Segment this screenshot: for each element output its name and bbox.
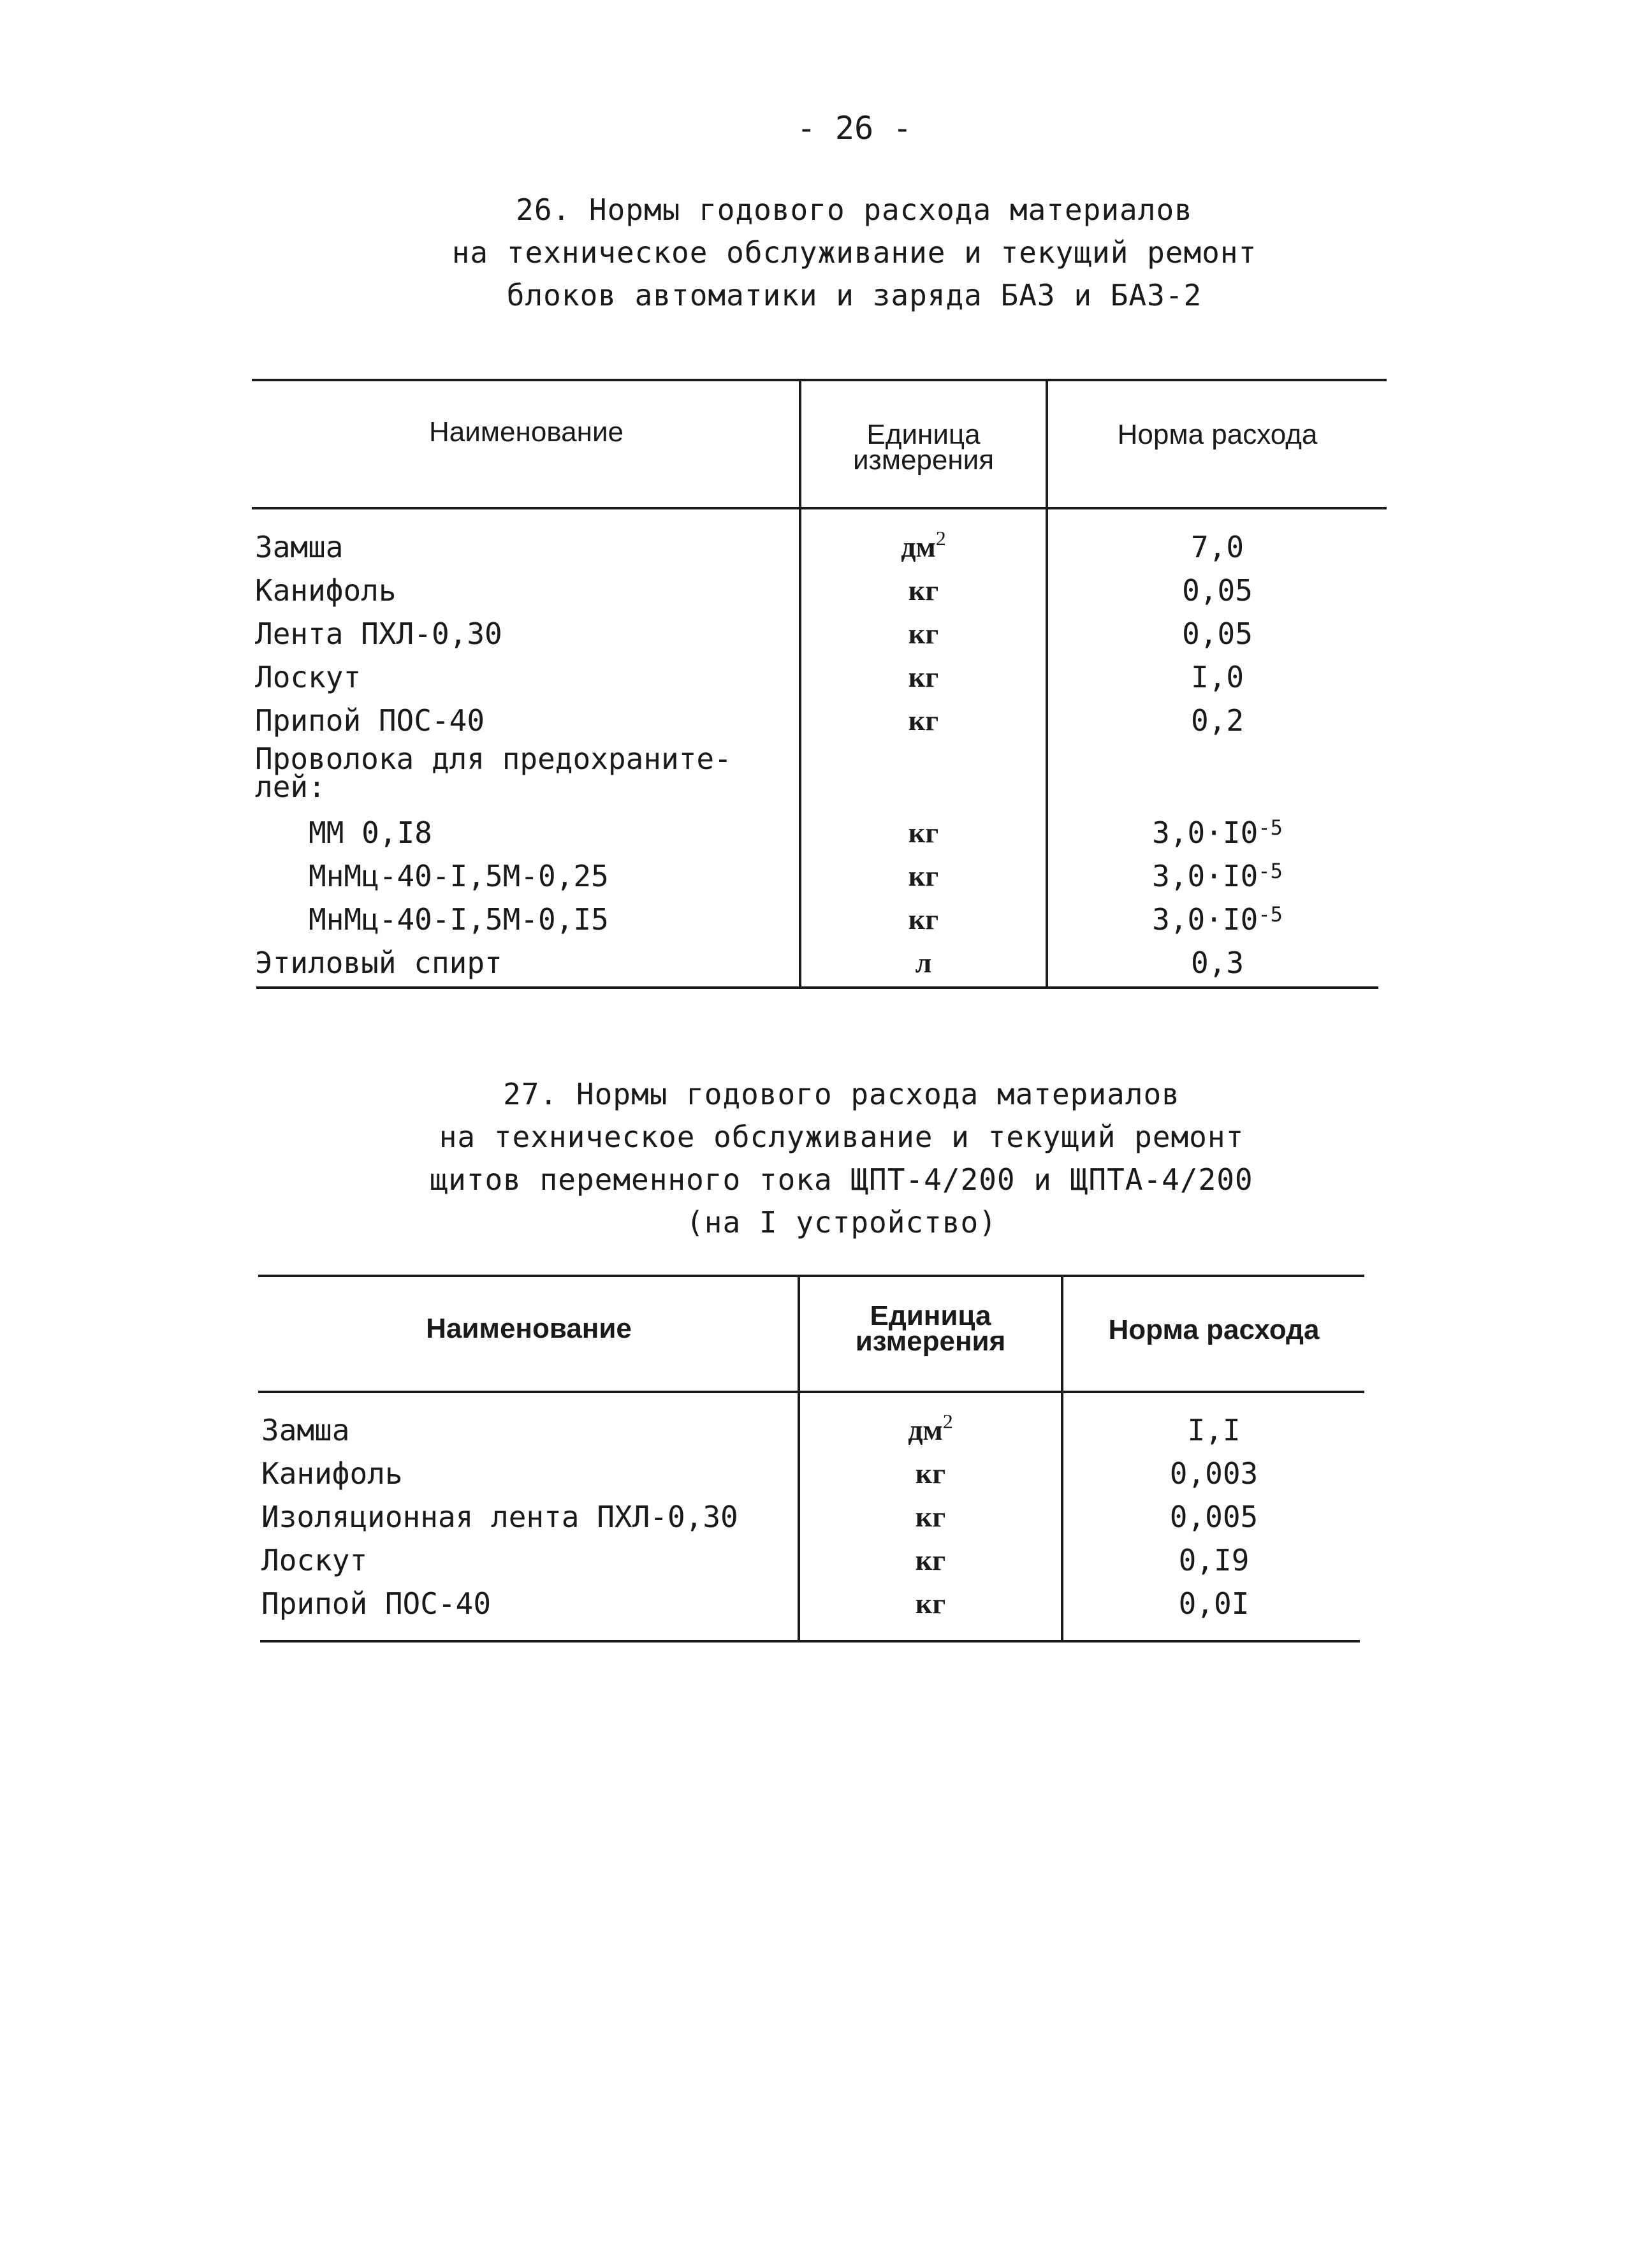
row-unit-superscript: 2 [935, 527, 946, 550]
table-26-top-rule [252, 379, 1387, 381]
row-unit-text: дм [908, 1414, 943, 1446]
row-value-text: 0,05 [1182, 573, 1253, 608]
row-unit-text: кг [908, 704, 939, 736]
header-norm: Норма расхода [1117, 419, 1318, 450]
row-value-text: 0,005 [1169, 1500, 1259, 1534]
row-unit-text: кг [908, 816, 939, 849]
table-27-bottom-rule [260, 1640, 1360, 1642]
row-unit [800, 1542, 1061, 1578]
row-unit-text: кг [908, 903, 939, 935]
table-27-header-rule [258, 1391, 1364, 1393]
header-unit-line: измерения [855, 1326, 1006, 1357]
row-name: Изоляционная лента ПХЛ-0,30 [261, 1500, 738, 1534]
row-value-superscript: -5 [1258, 859, 1283, 883]
row-unit-text: кг [915, 1500, 946, 1533]
header-name: Наименование [428, 416, 624, 448]
table-26-header-rule [252, 507, 1387, 509]
row-value [1048, 858, 1387, 894]
row-value [1048, 659, 1387, 695]
row-value-text: 0,0I [1178, 1586, 1250, 1621]
row-value-text: 0,003 [1169, 1456, 1259, 1491]
row-unit-text: кг [908, 860, 939, 892]
row-name: Этиловый спирт [255, 946, 502, 980]
row-value [1063, 1586, 1364, 1621]
row-value-text: 3,0·I0 [1152, 859, 1259, 893]
row-unit [801, 659, 1046, 695]
row-unit-text: кг [915, 1587, 946, 1620]
row-unit [801, 573, 1046, 608]
row-value-text: 0,I9 [1178, 1543, 1250, 1577]
row-value [1048, 815, 1387, 851]
row-value-superscript: -5 [1258, 902, 1283, 926]
row-name: ММ 0,I8 [309, 816, 432, 850]
row-unit-text: кг [908, 574, 939, 606]
row-unit [801, 902, 1046, 937]
row-name: Канифоль [261, 1456, 403, 1491]
row-unit [801, 815, 1046, 851]
row-value [1063, 1542, 1364, 1578]
row-unit [800, 1412, 1061, 1448]
row-unit [801, 616, 1046, 652]
row-unit-text: кг [915, 1457, 946, 1489]
header-unit-line: Единица [870, 1300, 991, 1331]
header-norm: Норма расхода [1108, 1314, 1320, 1345]
row-unit [801, 858, 1046, 894]
row-name: Лента ПХЛ-0,30 [255, 617, 502, 651]
page-number: - 26 - [796, 110, 912, 147]
row-name: Проволока для предохраните- [255, 742, 732, 776]
table-27-caption [0, 1073, 1627, 1244]
row-unit [801, 945, 1046, 981]
row-unit [800, 1499, 1061, 1535]
caption-line: на техническое обслуживание и текущий ремонт [439, 1120, 1244, 1154]
row-value-text: 3,0·I0 [1152, 816, 1259, 850]
header-unit [801, 418, 1046, 477]
row-unit-text: кг [908, 661, 939, 693]
row-unit-text: л [915, 946, 932, 979]
row-unit-text: кг [915, 1544, 946, 1576]
table-26-caption [0, 189, 1627, 317]
row-value-text: 0,3 [1190, 946, 1244, 980]
row-unit [800, 1586, 1061, 1621]
header-unit [800, 1299, 1061, 1358]
row-unit [800, 1456, 1061, 1491]
row-name: Замша [261, 1413, 350, 1447]
row-value-text: 3,0·I0 [1152, 902, 1259, 937]
row-value [1063, 1412, 1364, 1448]
row-value-superscript: -5 [1258, 816, 1283, 840]
row-name: МнМц-40-I,5М-0,25 [309, 859, 609, 893]
row-name: МнМц-40-I,5М-0,I5 [309, 902, 609, 937]
row-name: Припой ПОС-40 [255, 703, 485, 738]
row-name: Лоскут [261, 1543, 368, 1577]
header-unit-line: измерения [852, 444, 995, 476]
header-unit-line: Единица [866, 419, 981, 450]
row-value [1048, 573, 1387, 608]
row-unit-superscript: 2 [942, 1410, 953, 1433]
row-value [1048, 945, 1387, 981]
row-name: лей: [255, 770, 326, 804]
row-value [1048, 529, 1387, 565]
row-value-text: 0,2 [1190, 703, 1244, 738]
caption-line: 27. Нормы годового расхода материалов [503, 1077, 1180, 1111]
header-name: Наименование [426, 1313, 632, 1344]
caption-line: блоков автоматики и заряда БАЗ и БАЗ-2 [506, 278, 1202, 312]
row-unit [801, 529, 1046, 565]
caption-line: 26. Нормы годового расхода материалов [516, 193, 1193, 227]
row-value [1063, 1456, 1364, 1491]
caption-line: (на I устройство) [686, 1205, 997, 1240]
table-27-top-rule [258, 1275, 1364, 1277]
table-26-bottom-rule [256, 986, 1378, 989]
row-value [1048, 902, 1387, 937]
row-value-text: I,I [1187, 1413, 1241, 1447]
row-value [1063, 1499, 1364, 1535]
row-unit-text: кг [908, 617, 939, 650]
row-name: Канифоль [255, 573, 397, 608]
row-unit [801, 703, 1046, 738]
row-name: Лоскут [255, 660, 361, 694]
row-name: Замша [255, 530, 344, 564]
row-unit-text: дм [901, 530, 936, 563]
row-value-text: 7,0 [1190, 530, 1244, 564]
row-value-text: 0,05 [1182, 617, 1253, 651]
row-value [1048, 616, 1387, 652]
caption-line: на техническое обслуживание и текущий ремонт [451, 235, 1257, 270]
row-name: Припой ПОС-40 [261, 1586, 492, 1621]
row-value-text: I,0 [1190, 660, 1244, 694]
caption-line: щитов переменного тока ЩПТ-4/200 и ЩПТА-4/200 [430, 1162, 1253, 1197]
row-value [1048, 703, 1387, 738]
